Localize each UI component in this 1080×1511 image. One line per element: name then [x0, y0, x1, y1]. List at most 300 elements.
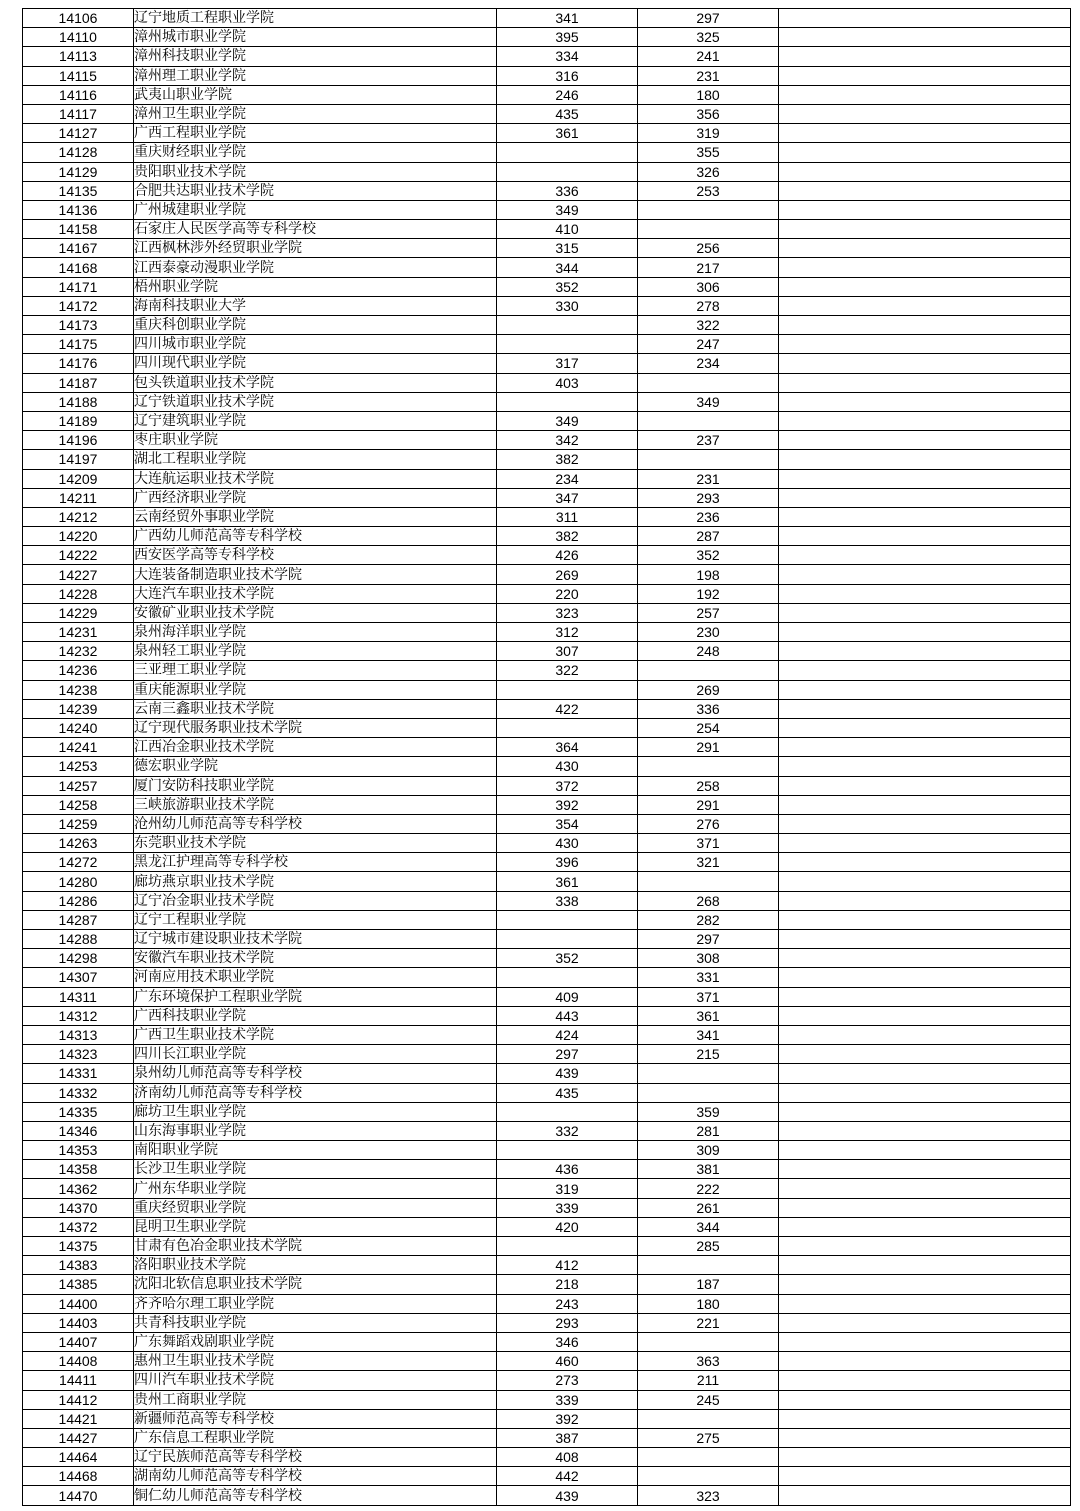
empty-cell	[779, 28, 1071, 47]
school-name: 合肥共达职业技术学院	[134, 181, 497, 200]
school-name: 泉州轻工职业学院	[134, 642, 497, 661]
empty-cell	[779, 1006, 1071, 1025]
score-1: 408	[497, 1448, 638, 1467]
score-1: 439	[497, 1064, 638, 1083]
school-name: 梧州职业学院	[134, 277, 497, 296]
school-code: 14375	[23, 1237, 134, 1256]
school-name: 廊坊燕京职业技术学院	[134, 872, 497, 891]
score-2: 285	[638, 1237, 779, 1256]
score-1: 346	[497, 1332, 638, 1351]
school-name: 三亚理工职业学院	[134, 661, 497, 680]
empty-cell	[779, 987, 1071, 1006]
school-name: 辽宁冶金职业技术学院	[134, 891, 497, 910]
school-code: 14427	[23, 1428, 134, 1447]
school-code: 14189	[23, 411, 134, 430]
score-1: 269	[497, 565, 638, 584]
table-row	[23, 1217, 1071, 1236]
score-1: 316	[497, 66, 638, 85]
score-1: 443	[497, 1006, 638, 1025]
score-1	[497, 1141, 638, 1160]
school-name: 广东舞蹈戏剧职业学院	[134, 1332, 497, 1351]
empty-cell	[779, 642, 1071, 661]
score-2: 331	[638, 968, 779, 987]
score-2: 297	[638, 9, 779, 28]
empty-cell	[779, 1064, 1071, 1083]
table-row	[23, 181, 1071, 200]
school-name: 济南幼儿师范高等专科学校	[134, 1083, 497, 1102]
school-code: 14263	[23, 834, 134, 853]
table-row	[23, 1371, 1071, 1390]
empty-cell	[779, 910, 1071, 929]
school-code: 14232	[23, 642, 134, 661]
score-1	[497, 718, 638, 737]
school-name: 四川长江职业学院	[134, 1045, 497, 1064]
school-code: 14231	[23, 623, 134, 642]
score-2: 352	[638, 546, 779, 565]
school-code: 14286	[23, 891, 134, 910]
score-2: 306	[638, 277, 779, 296]
score-1	[497, 680, 638, 699]
school-name: 重庆财经职业学院	[134, 143, 497, 162]
school-name: 安徽汽车职业技术学院	[134, 949, 497, 968]
score-2	[638, 1256, 779, 1275]
school-name: 贵州工商职业学院	[134, 1390, 497, 1409]
school-name: 大连装备制造职业技术学院	[134, 565, 497, 584]
score-2: 247	[638, 335, 779, 354]
table-row	[23, 699, 1071, 718]
school-name: 甘肃有色冶金职业技术学院	[134, 1237, 497, 1256]
table-row	[23, 1102, 1071, 1121]
score-1: 420	[497, 1217, 638, 1236]
school-code: 14171	[23, 277, 134, 296]
school-code: 14400	[23, 1294, 134, 1313]
table-row	[23, 584, 1071, 603]
school-code: 14129	[23, 162, 134, 181]
table-row	[23, 431, 1071, 450]
score-2: 281	[638, 1121, 779, 1140]
school-code: 14113	[23, 47, 134, 66]
score-2	[638, 1409, 779, 1428]
school-code: 14172	[23, 296, 134, 315]
school-code: 14287	[23, 910, 134, 929]
score-1: 323	[497, 603, 638, 622]
school-code: 14362	[23, 1179, 134, 1198]
score-2	[638, 1467, 779, 1486]
empty-cell	[779, 546, 1071, 565]
table-row	[23, 1121, 1071, 1140]
school-code: 14116	[23, 85, 134, 104]
score-2	[638, 1448, 779, 1467]
school-code: 14168	[23, 258, 134, 277]
score-1: 442	[497, 1467, 638, 1486]
score-1: 412	[497, 1256, 638, 1275]
school-name: 广西卫生职业技术学院	[134, 1025, 497, 1044]
school-code: 14117	[23, 104, 134, 123]
table-row	[23, 239, 1071, 258]
school-name: 湖北工程职业学院	[134, 450, 497, 469]
empty-cell	[779, 392, 1071, 411]
score-1: 435	[497, 1083, 638, 1102]
school-code: 14411	[23, 1371, 134, 1390]
score-1	[497, 1102, 638, 1121]
table-row	[23, 9, 1071, 28]
score-1: 361	[497, 872, 638, 891]
score-1: 372	[497, 776, 638, 795]
school-name: 枣庄职业学院	[134, 431, 497, 450]
school-code: 14209	[23, 469, 134, 488]
school-code: 14188	[23, 392, 134, 411]
table-row	[23, 1237, 1071, 1256]
score-2	[638, 757, 779, 776]
school-code: 14176	[23, 354, 134, 373]
school-name: 辽宁地质工程职业学院	[134, 9, 497, 28]
school-name: 惠州卫生职业技术学院	[134, 1352, 497, 1371]
score-1: 354	[497, 814, 638, 833]
school-code: 14331	[23, 1064, 134, 1083]
school-name: 广州城建职业学院	[134, 200, 497, 219]
school-name: 漳州城市职业学院	[134, 28, 497, 47]
school-code: 14175	[23, 335, 134, 354]
score-1: 234	[497, 469, 638, 488]
score-1: 382	[497, 450, 638, 469]
score-1: 392	[497, 1409, 638, 1428]
empty-cell	[779, 1275, 1071, 1294]
score-2: 291	[638, 795, 779, 814]
score-2: 231	[638, 66, 779, 85]
score-2: 323	[638, 1486, 779, 1505]
table-row	[23, 718, 1071, 737]
score-1	[497, 143, 638, 162]
school-code: 14421	[23, 1409, 134, 1428]
score-1: 349	[497, 411, 638, 430]
table-row	[23, 872, 1071, 891]
table-row	[23, 66, 1071, 85]
score-1: 430	[497, 834, 638, 853]
empty-cell	[779, 411, 1071, 430]
score-2	[638, 1332, 779, 1351]
school-code: 14212	[23, 507, 134, 526]
school-name: 重庆科创职业学院	[134, 316, 497, 335]
school-name: 辽宁建筑职业学院	[134, 411, 497, 430]
school-name: 广西经济职业学院	[134, 488, 497, 507]
table-row	[23, 949, 1071, 968]
empty-cell	[779, 718, 1071, 737]
school-code: 14238	[23, 680, 134, 699]
empty-cell	[779, 9, 1071, 28]
table-row	[23, 1275, 1071, 1294]
score-2: 359	[638, 1102, 779, 1121]
score-2: 254	[638, 718, 779, 737]
score-1	[497, 335, 638, 354]
score-1: 435	[497, 104, 638, 123]
score-1: 361	[497, 124, 638, 143]
school-code: 14372	[23, 1217, 134, 1236]
school-name: 西安医学高等专科学校	[134, 546, 497, 565]
school-code: 14158	[23, 220, 134, 239]
empty-cell	[779, 1025, 1071, 1044]
school-name: 廊坊卫生职业学院	[134, 1102, 497, 1121]
score-1: 246	[497, 85, 638, 104]
school-name: 漳州理工职业学院	[134, 66, 497, 85]
table-row	[23, 987, 1071, 1006]
school-name: 泉州幼儿师范高等专科学校	[134, 1064, 497, 1083]
school-code: 14470	[23, 1486, 134, 1505]
school-name: 海南科技职业大学	[134, 296, 497, 315]
school-name: 齐齐哈尔理工职业学院	[134, 1294, 497, 1313]
table-row	[23, 85, 1071, 104]
score-2: 241	[638, 47, 779, 66]
table-row	[23, 1313, 1071, 1332]
table-row	[23, 1467, 1071, 1486]
score-2: 371	[638, 834, 779, 853]
score-2	[638, 1064, 779, 1083]
empty-cell	[779, 795, 1071, 814]
table-row	[23, 1064, 1071, 1083]
table-row	[23, 1025, 1071, 1044]
school-name: 重庆能源职业学院	[134, 680, 497, 699]
school-code: 14346	[23, 1121, 134, 1140]
empty-cell	[779, 1448, 1071, 1467]
school-code: 14173	[23, 316, 134, 335]
score-1: 382	[497, 527, 638, 546]
score-2: 336	[638, 699, 779, 718]
table-row	[23, 1045, 1071, 1064]
score-2: 211	[638, 1371, 779, 1390]
school-code: 14370	[23, 1198, 134, 1217]
school-code: 14408	[23, 1352, 134, 1371]
school-code: 14259	[23, 814, 134, 833]
score-1: 460	[497, 1352, 638, 1371]
school-name: 四川汽车职业技术学院	[134, 1371, 497, 1390]
school-code: 14313	[23, 1025, 134, 1044]
school-name: 安徽矿业职业技术学院	[134, 603, 497, 622]
score-1: 297	[497, 1045, 638, 1064]
school-code: 14353	[23, 1141, 134, 1160]
table-row	[23, 603, 1071, 622]
score-2: 230	[638, 623, 779, 642]
score-1: 339	[497, 1390, 638, 1409]
school-name: 漳州卫生职业学院	[134, 104, 497, 123]
table-row	[23, 1486, 1071, 1505]
table-row	[23, 1332, 1071, 1351]
score-2: 293	[638, 488, 779, 507]
score-2: 245	[638, 1390, 779, 1409]
score-1: 395	[497, 28, 638, 47]
school-name: 重庆经贸职业学院	[134, 1198, 497, 1217]
empty-cell	[779, 200, 1071, 219]
school-name: 辽宁工程职业学院	[134, 910, 497, 929]
table-row	[23, 1198, 1071, 1217]
score-1: 338	[497, 891, 638, 910]
school-name: 东莞职业技术学院	[134, 834, 497, 853]
score-1: 436	[497, 1160, 638, 1179]
score-1: 322	[497, 661, 638, 680]
table-row	[23, 853, 1071, 872]
school-name: 四川城市职业学院	[134, 335, 497, 354]
school-code: 14228	[23, 584, 134, 603]
empty-cell	[779, 1313, 1071, 1332]
table-row	[23, 546, 1071, 565]
empty-cell	[779, 738, 1071, 757]
score-1: 341	[497, 9, 638, 28]
school-name: 广东环境保护工程职业学院	[134, 987, 497, 1006]
school-code: 14385	[23, 1275, 134, 1294]
empty-cell	[779, 891, 1071, 910]
score-1: 349	[497, 200, 638, 219]
school-name: 湖南幼儿师范高等专科学校	[134, 1467, 497, 1486]
table-row	[23, 450, 1071, 469]
empty-cell	[779, 181, 1071, 200]
table-row	[23, 757, 1071, 776]
school-code: 14468	[23, 1467, 134, 1486]
school-code: 14222	[23, 546, 134, 565]
score-2: 278	[638, 296, 779, 315]
score-2: 257	[638, 603, 779, 622]
school-code: 14236	[23, 661, 134, 680]
school-code: 14311	[23, 987, 134, 1006]
empty-cell	[779, 143, 1071, 162]
empty-cell	[779, 1486, 1071, 1505]
score-2: 297	[638, 930, 779, 949]
empty-cell	[779, 1332, 1071, 1351]
table-row	[23, 795, 1071, 814]
score-2: 341	[638, 1025, 779, 1044]
school-code: 14115	[23, 66, 134, 85]
table-row	[23, 1294, 1071, 1313]
empty-cell	[779, 66, 1071, 85]
school-name: 武夷山职业学院	[134, 85, 497, 104]
score-2: 325	[638, 28, 779, 47]
score-2: 217	[638, 258, 779, 277]
school-code: 14227	[23, 565, 134, 584]
empty-cell	[779, 699, 1071, 718]
empty-cell	[779, 488, 1071, 507]
school-name: 沈阳北软信息职业技术学院	[134, 1275, 497, 1294]
empty-cell	[779, 834, 1071, 853]
score-1: 430	[497, 757, 638, 776]
school-name: 昆明卫生职业学院	[134, 1217, 497, 1236]
score-2	[638, 373, 779, 392]
school-name: 广西工程职业学院	[134, 124, 497, 143]
table-row	[23, 1409, 1071, 1428]
score-1: 293	[497, 1313, 638, 1332]
empty-cell	[779, 565, 1071, 584]
score-table	[22, 8, 1071, 1506]
empty-cell	[779, 1256, 1071, 1275]
school-name: 江西泰豪动漫职业学院	[134, 258, 497, 277]
score-1: 339	[497, 1198, 638, 1217]
table-row	[23, 776, 1071, 795]
school-code: 14197	[23, 450, 134, 469]
empty-cell	[779, 335, 1071, 354]
empty-cell	[779, 85, 1071, 104]
empty-cell	[779, 1102, 1071, 1121]
empty-cell	[779, 431, 1071, 450]
score-2: 309	[638, 1141, 779, 1160]
empty-cell	[779, 162, 1071, 181]
school-code: 14323	[23, 1045, 134, 1064]
table-row	[23, 335, 1071, 354]
school-name: 江西枫林涉外经贸职业学院	[134, 239, 497, 258]
score-1: 312	[497, 623, 638, 642]
score-1: 410	[497, 220, 638, 239]
school-code: 14240	[23, 718, 134, 737]
score-table-body	[23, 9, 1071, 1506]
score-2: 261	[638, 1198, 779, 1217]
empty-cell	[779, 1352, 1071, 1371]
school-code: 14257	[23, 776, 134, 795]
table-row	[23, 143, 1071, 162]
school-code: 14403	[23, 1313, 134, 1332]
empty-cell	[779, 124, 1071, 143]
score-2: 321	[638, 853, 779, 872]
school-name: 江西冶金职业技术学院	[134, 738, 497, 757]
school-code: 14241	[23, 738, 134, 757]
school-name: 泉州海洋职业学院	[134, 623, 497, 642]
table-row	[23, 1448, 1071, 1467]
score-1: 218	[497, 1275, 638, 1294]
empty-cell	[779, 757, 1071, 776]
empty-cell	[779, 47, 1071, 66]
empty-cell	[779, 527, 1071, 546]
school-code: 14464	[23, 1448, 134, 1467]
score-1: 396	[497, 853, 638, 872]
table-row	[23, 1390, 1071, 1409]
table-row	[23, 968, 1071, 987]
empty-cell	[779, 853, 1071, 872]
school-code: 14407	[23, 1332, 134, 1351]
score-2: 361	[638, 1006, 779, 1025]
table-row	[23, 277, 1071, 296]
empty-cell	[779, 1294, 1071, 1313]
score-1: 344	[497, 258, 638, 277]
score-1: 403	[497, 373, 638, 392]
score-1: 439	[497, 1486, 638, 1505]
table-row	[23, 373, 1071, 392]
empty-cell	[779, 814, 1071, 833]
table-row	[23, 488, 1071, 507]
score-2: 222	[638, 1179, 779, 1198]
school-code: 14288	[23, 930, 134, 949]
school-code: 14253	[23, 757, 134, 776]
table-row	[23, 316, 1071, 335]
table-row	[23, 47, 1071, 66]
score-2: 253	[638, 181, 779, 200]
empty-cell	[779, 277, 1071, 296]
school-code: 14127	[23, 124, 134, 143]
score-1: 424	[497, 1025, 638, 1044]
score-1	[497, 910, 638, 929]
table-row	[23, 124, 1071, 143]
school-code: 14136	[23, 200, 134, 219]
table-row	[23, 1160, 1071, 1179]
score-1: 330	[497, 296, 638, 315]
empty-cell	[779, 1390, 1071, 1409]
school-code: 14307	[23, 968, 134, 987]
score-2: 268	[638, 891, 779, 910]
table-row	[23, 104, 1071, 123]
school-code: 14280	[23, 872, 134, 891]
table-row	[23, 1352, 1071, 1371]
score-2	[638, 450, 779, 469]
school-code: 14312	[23, 1006, 134, 1025]
score-1: 352	[497, 949, 638, 968]
school-code: 14272	[23, 853, 134, 872]
score-2: 234	[638, 354, 779, 373]
table-row	[23, 623, 1071, 642]
empty-cell	[779, 1371, 1071, 1390]
empty-cell	[779, 584, 1071, 603]
